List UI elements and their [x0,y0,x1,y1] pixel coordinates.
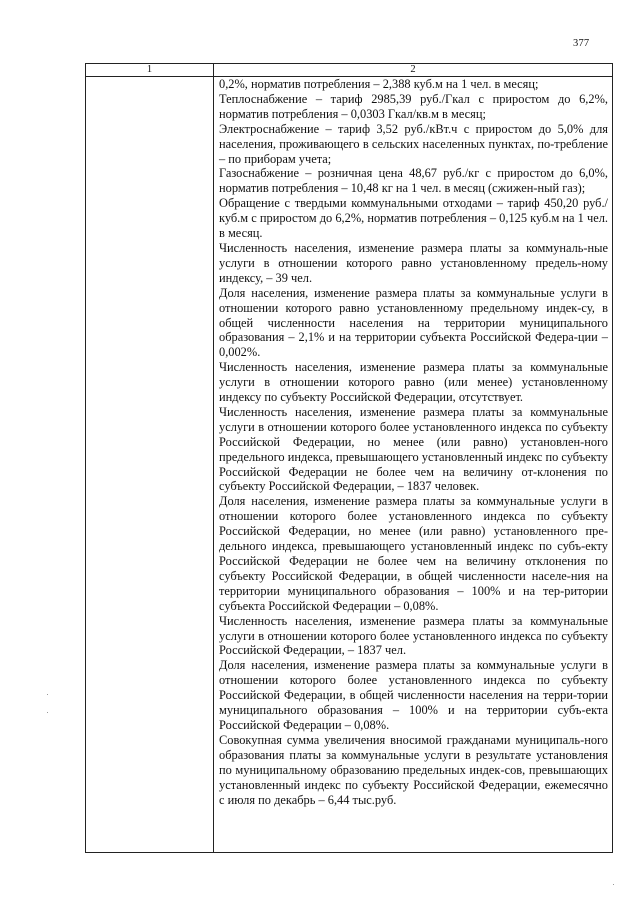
paragraph-water-norm: 0,2%, норматив потребления – 2,388 куб.м на 1 чел. в месяц; [219,77,539,91]
paragraph-share-within-deviation: Доля населения, изменение размера платы за коммунальные услуги в отношении которого более установленного индекса по субъекту Российской Федерации, но менее (или равно) установленного пре-дельного индекса, превышающего установленный индекс по субъ-екту Российской Федерации не более чем на величину отклонения по субъекту Российской Федерации, в общей численности населе-ния на территории муниципального образования – 100% и на тер-ритории субъекта Российской Федерации – 0,08%. [219,494,608,613]
paragraph-population-within-deviation: Численность населения, изменение размера платы за коммунальные услуги в отношении которого более установленного индекса по субъекту Российской Федерации, но менее (или равно) установлен-ного предельного индекса, превышающего установленный индекс по субъекту Российской Федерации не более чем на величину от-клонения по субъекту Российской Федерации, – 1837 человек. [219,404,608,494]
paragraph-heat-supply: Теплоснабжение – тариф 2985,39 руб./Гкал с приростом до 6,2%, норматив потребления – 0,0303 Гкал/кв.м в месяц; [219,91,608,121]
paragraph-population-above-index: Численность населения, изменение размера платы за коммунальные услуги в отношении которого более установленного индекса по субъекту Российской Федерации, – 1837 чел. [219,613,608,658]
table-header-row [86,64,613,77]
page-number: 377 [573,38,590,49]
scan-speck [613,884,614,885]
paragraph-electricity: Электроснабжение – тариф 3,52 руб./кВт.ч с приростом до 5,0% для населения, проживающего в сельских населенных пунктах, по-требление – по приборам учета; [219,121,608,166]
column-header-2: 2 [214,64,613,77]
scan-speck [47,712,48,713]
document-table [85,63,613,853]
paragraph-population-below-index: Численность населения, изменение размера платы за коммунальные услуги в отношении которого равно (или менее) установленному индексу по субъекту Российской Федерации, отсутствует. [219,360,608,405]
paragraph-gas-supply: Газоснабжение – розничная цена 48,67 руб./кг с приростом до 6,0%, норматив потребления – 10,48 кг на 1 чел. в месяц (сжижен-ный газ); [219,166,608,196]
column-header-1: 1 [86,64,214,77]
scan-speck [47,694,48,695]
column-1-cell [86,77,214,853]
paragraph-total-increase: Совокупная сумма увеличения вносимой гражданами муниципаль-ного образования платы за коммунальные услуги в результате установления по муниципальному образованию предельных индек-сов, превышающих установленный индекс по субъекту Российской Федерации, ежемесячно с июля по декабрь – 6,44 тыс.руб. [219,732,608,807]
table-row [86,77,613,853]
paragraph-population-equal-limit: Численность населения, изменение размера платы за коммуналь-ные услуги в отношении которого равно установленному предель-ному индексу, – 39 чел. [219,240,608,285]
paragraph-share-above-index: Доля населения, изменение размера платы за коммунальные услуги в отношении которого более установленного индекса по субъекту Российской Федерации, в общей численности населения на терри-тории муниципального образования – 100% и на территории субъ-екта Российской Федерации – 0,08%. [219,658,608,732]
paragraph-share-equal-limit: Доля населения, изменение размера платы за коммунальные услуги в отношении которого равно установленному предельному индек-су, в общей численности населения на территории муниципального образования – 2,1% и на территории субъекта Российской Федера-ции – 0,002%. [219,285,608,360]
column-2-cell [214,77,613,853]
paragraph-solid-waste: Обращение с твердыми коммунальными отходами – тариф 450,20 руб./куб.м с приростом до 6,2%, норматив потребления – 0,125 куб.м на 1 чел. в месяц. [219,196,608,241]
